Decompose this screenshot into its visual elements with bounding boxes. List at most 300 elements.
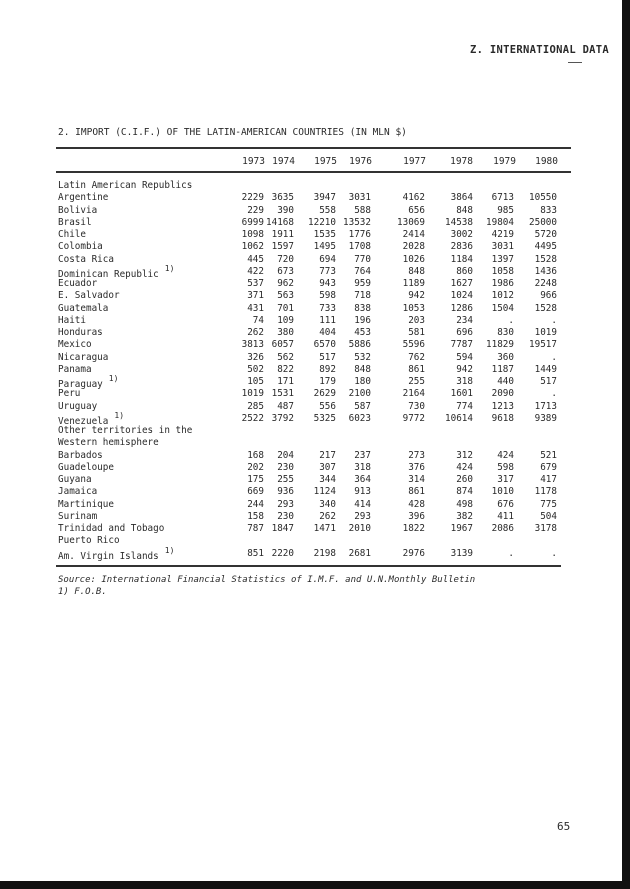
cell-value: 848 xyxy=(354,363,371,375)
row-label xyxy=(58,401,97,412)
cell-value: 1124 xyxy=(313,486,336,498)
row-label-text: Guyana xyxy=(58,474,92,485)
row-label xyxy=(58,229,86,240)
cell-value: 1019 xyxy=(534,327,557,338)
cell-value: 1436 xyxy=(534,265,557,277)
table-row xyxy=(58,303,578,315)
table-row xyxy=(58,474,578,486)
footnote-marker: 1) xyxy=(108,374,119,383)
cell-value: 105 xyxy=(247,376,264,387)
row-label-text: Puerto Rico xyxy=(58,535,120,547)
cell-value: 701 xyxy=(277,302,294,314)
table-row xyxy=(58,486,578,498)
cell-value: 180 xyxy=(354,376,371,387)
footnote: 1) F.O.B. xyxy=(58,587,107,597)
header-rule xyxy=(56,171,571,173)
cell-value: 848 xyxy=(408,265,425,277)
cell-value: 1058 xyxy=(491,265,514,277)
row-label-text: Other territories in the xyxy=(58,425,193,436)
cell-value: 340 xyxy=(319,498,336,510)
cell-value: 424 xyxy=(456,461,473,473)
row-label-text: Haiti xyxy=(58,314,86,326)
row-label xyxy=(58,474,92,485)
cell-value: 581 xyxy=(408,327,425,338)
cell-value: 5325 xyxy=(313,412,336,424)
cell-value: 694 xyxy=(319,253,336,265)
cell-value: 943 xyxy=(319,278,336,289)
table-row xyxy=(58,523,578,535)
row-label xyxy=(58,217,92,228)
cell-value: 861 xyxy=(408,486,425,498)
cell-value: 2086 xyxy=(491,523,514,534)
cell-value: 1911 xyxy=(271,229,294,240)
cell-value: 787 xyxy=(247,523,264,534)
cell-value: 942 xyxy=(456,363,473,375)
table-row xyxy=(58,254,578,266)
cell-value: 422 xyxy=(247,265,264,277)
row-label xyxy=(58,499,114,510)
cell-value: 1012 xyxy=(491,290,514,302)
cell-value: 3002 xyxy=(450,229,473,240)
cell-value: 202 xyxy=(247,461,264,473)
cell-value: 217 xyxy=(319,449,336,461)
table-row xyxy=(58,410,578,427)
year-header: 1976 xyxy=(349,156,372,167)
cell-value: 9772 xyxy=(402,412,425,424)
cell-value: 109 xyxy=(277,314,294,326)
cell-value: 230 xyxy=(277,510,294,522)
cell-value: 175 xyxy=(247,474,264,485)
cell-value: 1178 xyxy=(534,486,557,498)
cell-value: 376 xyxy=(408,461,425,473)
cell-value: 696 xyxy=(456,327,473,338)
cell-value: 318 xyxy=(456,376,473,387)
cell-value: 2629 xyxy=(313,388,336,400)
row-label xyxy=(58,278,97,289)
cell-value: 942 xyxy=(408,290,425,302)
cell-value: 262 xyxy=(319,510,336,522)
cell-value: 13532 xyxy=(343,216,371,228)
cell-value: 2522 xyxy=(241,412,264,424)
table-title: 2. IMPORT (C.I.F.) OF THE LATIN-AMERICAN COUNTRIES (IN MLN $) xyxy=(58,127,407,138)
cell-value: 1601 xyxy=(450,388,473,400)
cell-value: 1504 xyxy=(491,302,514,314)
cell-value: 431 xyxy=(247,302,264,314)
table-row xyxy=(58,499,578,511)
cell-value: 498 xyxy=(456,498,473,510)
cell-value: 25000 xyxy=(529,216,557,228)
cell-value: 833 xyxy=(540,204,557,216)
row-label-text: Peru xyxy=(58,388,81,400)
cell-value: 380 xyxy=(277,327,294,338)
cell-value: 2028 xyxy=(402,241,425,253)
scan-edge-right xyxy=(622,0,630,889)
row-label-text: Chile xyxy=(58,229,86,240)
cell-value: 6057 xyxy=(271,339,294,351)
cell-value: 830 xyxy=(497,327,514,338)
cell-value: 2248 xyxy=(534,278,557,289)
year-header: 1977 xyxy=(403,156,426,167)
footnote-marker: 1) xyxy=(164,545,175,555)
cell-value: 838 xyxy=(354,302,371,314)
year-header: 1975 xyxy=(314,156,337,167)
cell-value: 2090 xyxy=(491,388,514,400)
cell-value: 203 xyxy=(408,314,425,326)
row-label xyxy=(58,352,108,363)
year-header: 1979 xyxy=(493,156,516,167)
row-label xyxy=(58,192,108,203)
cell-value: 1531 xyxy=(271,388,294,400)
cell-value: 5596 xyxy=(402,339,425,351)
cell-value: 673 xyxy=(277,265,294,277)
cell-value: 158 xyxy=(247,510,264,522)
cell-value: 234 xyxy=(456,314,473,326)
cell-value: 3635 xyxy=(271,192,294,204)
row-label-text: Colombia xyxy=(58,241,103,253)
cell-value: 720 xyxy=(277,253,294,265)
cell-value: 417 xyxy=(540,474,557,485)
cell-value: 318 xyxy=(354,461,371,473)
cell-value: 111 xyxy=(319,314,336,326)
cell-value: 913 xyxy=(354,486,371,498)
table-row xyxy=(58,278,578,290)
row-label xyxy=(58,535,120,546)
cell-value: 656 xyxy=(408,204,425,216)
cell-value: 1024 xyxy=(450,290,473,302)
cell-value: 2100 xyxy=(348,388,371,400)
row-label-text: Martinique xyxy=(58,498,114,510)
table-row xyxy=(58,425,578,437)
cell-value: 273 xyxy=(408,449,425,461)
cell-value: 404 xyxy=(319,327,336,338)
cell-value: 537 xyxy=(247,278,264,289)
row-label-text: Nicaragua xyxy=(58,351,109,363)
row-label-text: Uruguay xyxy=(58,400,98,412)
cell-value: 11829 xyxy=(486,339,514,351)
cell-value: 6713 xyxy=(491,192,514,204)
cell-value: 532 xyxy=(354,351,371,363)
table-row xyxy=(58,315,578,327)
table-row xyxy=(58,327,578,339)
cell-value: . xyxy=(551,351,557,363)
cell-value: 317 xyxy=(497,474,514,485)
table-row xyxy=(58,511,578,523)
cell-value: 3792 xyxy=(271,412,294,424)
cell-value: 588 xyxy=(354,204,371,216)
row-label xyxy=(58,180,192,191)
cell-value: 1597 xyxy=(271,241,294,253)
cell-value: 344 xyxy=(319,474,336,485)
cell-value: 517 xyxy=(319,351,336,363)
cell-value: 285 xyxy=(247,400,264,412)
cell-value: 556 xyxy=(319,400,336,412)
cell-value: 244 xyxy=(247,498,264,510)
cell-value: 861 xyxy=(408,363,425,375)
row-label xyxy=(58,545,175,562)
row-label xyxy=(58,315,86,326)
cell-value: 598 xyxy=(319,290,336,302)
table-row xyxy=(58,545,578,562)
row-label-text: Venezuela xyxy=(58,415,109,427)
cell-value: 204 xyxy=(277,449,294,461)
row-label xyxy=(58,425,192,436)
cell-value: 3031 xyxy=(491,241,514,253)
cell-value: 966 xyxy=(540,290,557,302)
cell-value: 860 xyxy=(456,265,473,277)
cell-value: . xyxy=(551,388,557,400)
cell-value: . xyxy=(508,314,514,326)
cell-value: 168 xyxy=(247,449,264,461)
cell-value: 255 xyxy=(277,474,294,485)
cell-value: 521 xyxy=(540,449,557,461)
cell-value: 773 xyxy=(319,265,336,277)
row-label-text: Panama xyxy=(58,363,92,375)
source-note xyxy=(58,574,475,598)
cell-value: 196 xyxy=(354,314,371,326)
cell-value: 775 xyxy=(540,498,557,510)
row-label-text: Guatemala xyxy=(58,302,109,314)
table-row xyxy=(58,241,578,253)
table-row xyxy=(58,401,578,413)
table-row xyxy=(58,364,578,376)
cell-value: 587 xyxy=(354,400,371,412)
cell-value: 563 xyxy=(277,290,294,302)
cell-value: 730 xyxy=(408,400,425,412)
cell-value: 424 xyxy=(497,449,514,461)
cell-value: 822 xyxy=(277,363,294,375)
cell-value: 517 xyxy=(540,376,557,387)
cell-value: 764 xyxy=(354,265,371,277)
cell-value: 4495 xyxy=(534,241,557,253)
cell-value: 260 xyxy=(456,474,473,485)
table-row xyxy=(58,192,578,204)
cell-value: 2198 xyxy=(313,547,336,559)
cell-value: 851 xyxy=(247,547,264,559)
cell-value: 487 xyxy=(277,400,294,412)
cell-value: 382 xyxy=(456,510,473,522)
cell-value: 558 xyxy=(319,204,336,216)
row-label-text: Dominican Republic xyxy=(58,268,159,280)
year-header: 1980 xyxy=(535,156,558,167)
row-label xyxy=(58,511,97,522)
table-row xyxy=(58,229,578,241)
cell-value: 733 xyxy=(319,302,336,314)
cell-value: 562 xyxy=(277,351,294,363)
table-row xyxy=(58,352,578,364)
cell-value: 14538 xyxy=(445,216,473,228)
row-label-text: Argentine xyxy=(58,192,109,204)
cell-value: 594 xyxy=(456,351,473,363)
cell-value: 1213 xyxy=(491,400,514,412)
cell-value: 19517 xyxy=(529,339,557,351)
row-label xyxy=(58,339,92,350)
cell-value: 502 xyxy=(247,363,264,375)
cell-value: 669 xyxy=(247,486,264,498)
source-text: Source: International Financial Statistics of I.M.F. and U.N.Monthly Bulletin xyxy=(58,575,476,585)
year-header: 1978 xyxy=(450,156,473,167)
cell-value: 7787 xyxy=(450,339,473,351)
cell-value: 3139 xyxy=(450,547,473,559)
cell-value: 718 xyxy=(354,290,371,302)
cell-value: 2414 xyxy=(402,229,425,240)
table-row xyxy=(58,263,578,280)
row-label-text: Bolivia xyxy=(58,204,98,216)
row-label-text: Costa Rica xyxy=(58,253,114,265)
cell-value: 371 xyxy=(247,290,264,302)
row-label xyxy=(58,523,164,534)
cell-value: 10550 xyxy=(529,192,557,204)
cell-value: 10614 xyxy=(445,412,473,424)
cell-value: 5720 xyxy=(534,229,557,240)
cell-value: 230 xyxy=(277,461,294,473)
row-label-text: Western hemisphere xyxy=(58,437,159,449)
cell-value: 2164 xyxy=(402,388,425,400)
cell-value: 1708 xyxy=(348,241,371,253)
cell-value: 326 xyxy=(247,351,264,363)
cell-value: 848 xyxy=(456,204,473,216)
table-row xyxy=(58,290,578,302)
cell-value: 4162 xyxy=(402,192,425,204)
row-label-text: Honduras xyxy=(58,327,103,338)
footnote-marker: 1) xyxy=(114,410,125,420)
row-label-text: Brasil xyxy=(58,216,92,228)
cell-value: 1528 xyxy=(534,253,557,265)
cell-value: . xyxy=(551,314,557,326)
cell-value: 390 xyxy=(277,204,294,216)
cell-value: . xyxy=(508,547,514,559)
cell-value: 237 xyxy=(354,449,371,461)
cell-value: 314 xyxy=(408,474,425,485)
table-bottom-rule xyxy=(56,565,561,567)
row-label-text: Ecuador xyxy=(58,278,98,289)
table-row xyxy=(58,450,578,462)
cell-value: 1713 xyxy=(534,400,557,412)
table-row xyxy=(58,535,578,547)
cell-value: 936 xyxy=(277,486,294,498)
cell-value: 9618 xyxy=(491,412,514,424)
row-label-text: Am. Virgin Islands xyxy=(58,550,159,562)
row-label xyxy=(58,290,120,301)
cell-value: 2681 xyxy=(348,547,371,559)
cell-value: 774 xyxy=(456,400,473,412)
table-row xyxy=(58,339,578,351)
cell-value: 874 xyxy=(456,486,473,498)
cell-value: 2836 xyxy=(450,241,473,253)
cell-value: 307 xyxy=(319,461,336,473)
cell-value: 440 xyxy=(497,376,514,387)
cell-value: 504 xyxy=(540,510,557,522)
cell-value: 959 xyxy=(354,278,371,289)
table-row xyxy=(58,462,578,474)
section-header: Z. INTERNATIONAL DATA xyxy=(470,44,610,56)
row-label xyxy=(58,254,114,265)
row-label-text: Mexico xyxy=(58,339,92,351)
cell-value: 762 xyxy=(408,351,425,363)
cell-value: 13069 xyxy=(397,216,425,228)
cell-value: 962 xyxy=(277,278,294,289)
cell-value: 1967 xyxy=(450,523,473,534)
cell-value: 312 xyxy=(456,449,473,461)
cell-value: 229 xyxy=(247,204,264,216)
table-row xyxy=(58,374,578,391)
table-row xyxy=(58,388,578,400)
cell-value: 179 xyxy=(319,376,336,387)
row-label-text: Latin American Republics xyxy=(58,180,193,191)
row-label xyxy=(58,364,92,375)
cell-value: 1535 xyxy=(313,229,336,240)
cell-value: 1776 xyxy=(348,229,371,240)
row-label xyxy=(58,462,114,473)
cell-value: 1627 xyxy=(450,278,473,289)
row-label-text: E. Salvador xyxy=(58,290,120,302)
cell-value: 14168 xyxy=(266,216,294,228)
cell-value: 1010 xyxy=(491,486,514,498)
cell-value: 1026 xyxy=(402,253,425,265)
cell-value: 1062 xyxy=(241,241,264,253)
cell-value: 1528 xyxy=(534,302,557,314)
table-row xyxy=(58,180,578,192)
cell-value: 1822 xyxy=(402,523,425,534)
cell-value: 293 xyxy=(354,510,371,522)
cell-value: 1471 xyxy=(313,523,336,534)
cell-value: 2010 xyxy=(348,523,371,534)
row-label-text: Jamaica xyxy=(58,486,98,498)
cell-value: 9389 xyxy=(534,412,557,424)
cell-value: 679 xyxy=(540,461,557,473)
page-number: 65 xyxy=(557,820,571,833)
row-label-text: Barbados xyxy=(58,449,103,461)
cell-value: 364 xyxy=(354,474,371,485)
cell-value: 3813 xyxy=(241,339,264,351)
row-label-text: Paraguay xyxy=(58,379,103,391)
cell-value: 262 xyxy=(247,327,264,338)
cell-value: 6570 xyxy=(313,339,336,351)
cell-value: 1847 xyxy=(271,523,294,534)
cell-value: . xyxy=(551,547,557,559)
scan-edge-bottom xyxy=(0,881,630,889)
row-label xyxy=(58,205,97,216)
cell-value: 598 xyxy=(497,461,514,473)
cell-value: 255 xyxy=(408,376,425,387)
cell-value: 293 xyxy=(277,498,294,510)
cell-value: 1286 xyxy=(450,302,473,314)
row-label xyxy=(58,437,159,448)
cell-value: 445 xyxy=(247,253,264,265)
cell-value: 3031 xyxy=(348,192,371,204)
cell-value: 74 xyxy=(252,314,264,326)
row-label xyxy=(58,450,103,461)
cell-value: 985 xyxy=(497,204,514,216)
cell-value: 360 xyxy=(497,351,514,363)
row-label xyxy=(58,327,103,338)
row-label xyxy=(58,486,97,497)
cell-value: 1495 xyxy=(313,241,336,253)
row-label xyxy=(58,388,80,399)
row-label xyxy=(58,241,103,252)
cell-value: 1053 xyxy=(402,302,425,314)
cell-value: 171 xyxy=(277,376,294,387)
cell-value: 3947 xyxy=(313,192,336,204)
cell-value: 1189 xyxy=(402,278,425,289)
row-label-text: Trinidad and Tobago xyxy=(58,523,165,534)
header-mark xyxy=(568,62,582,63)
cell-value: 2220 xyxy=(271,547,294,559)
cell-value: 5886 xyxy=(348,339,371,351)
footnote-marker: 1) xyxy=(164,263,175,273)
cell-value: 396 xyxy=(408,510,425,522)
table-top-rule xyxy=(56,147,571,149)
row-label-text: Surinam xyxy=(58,510,98,522)
